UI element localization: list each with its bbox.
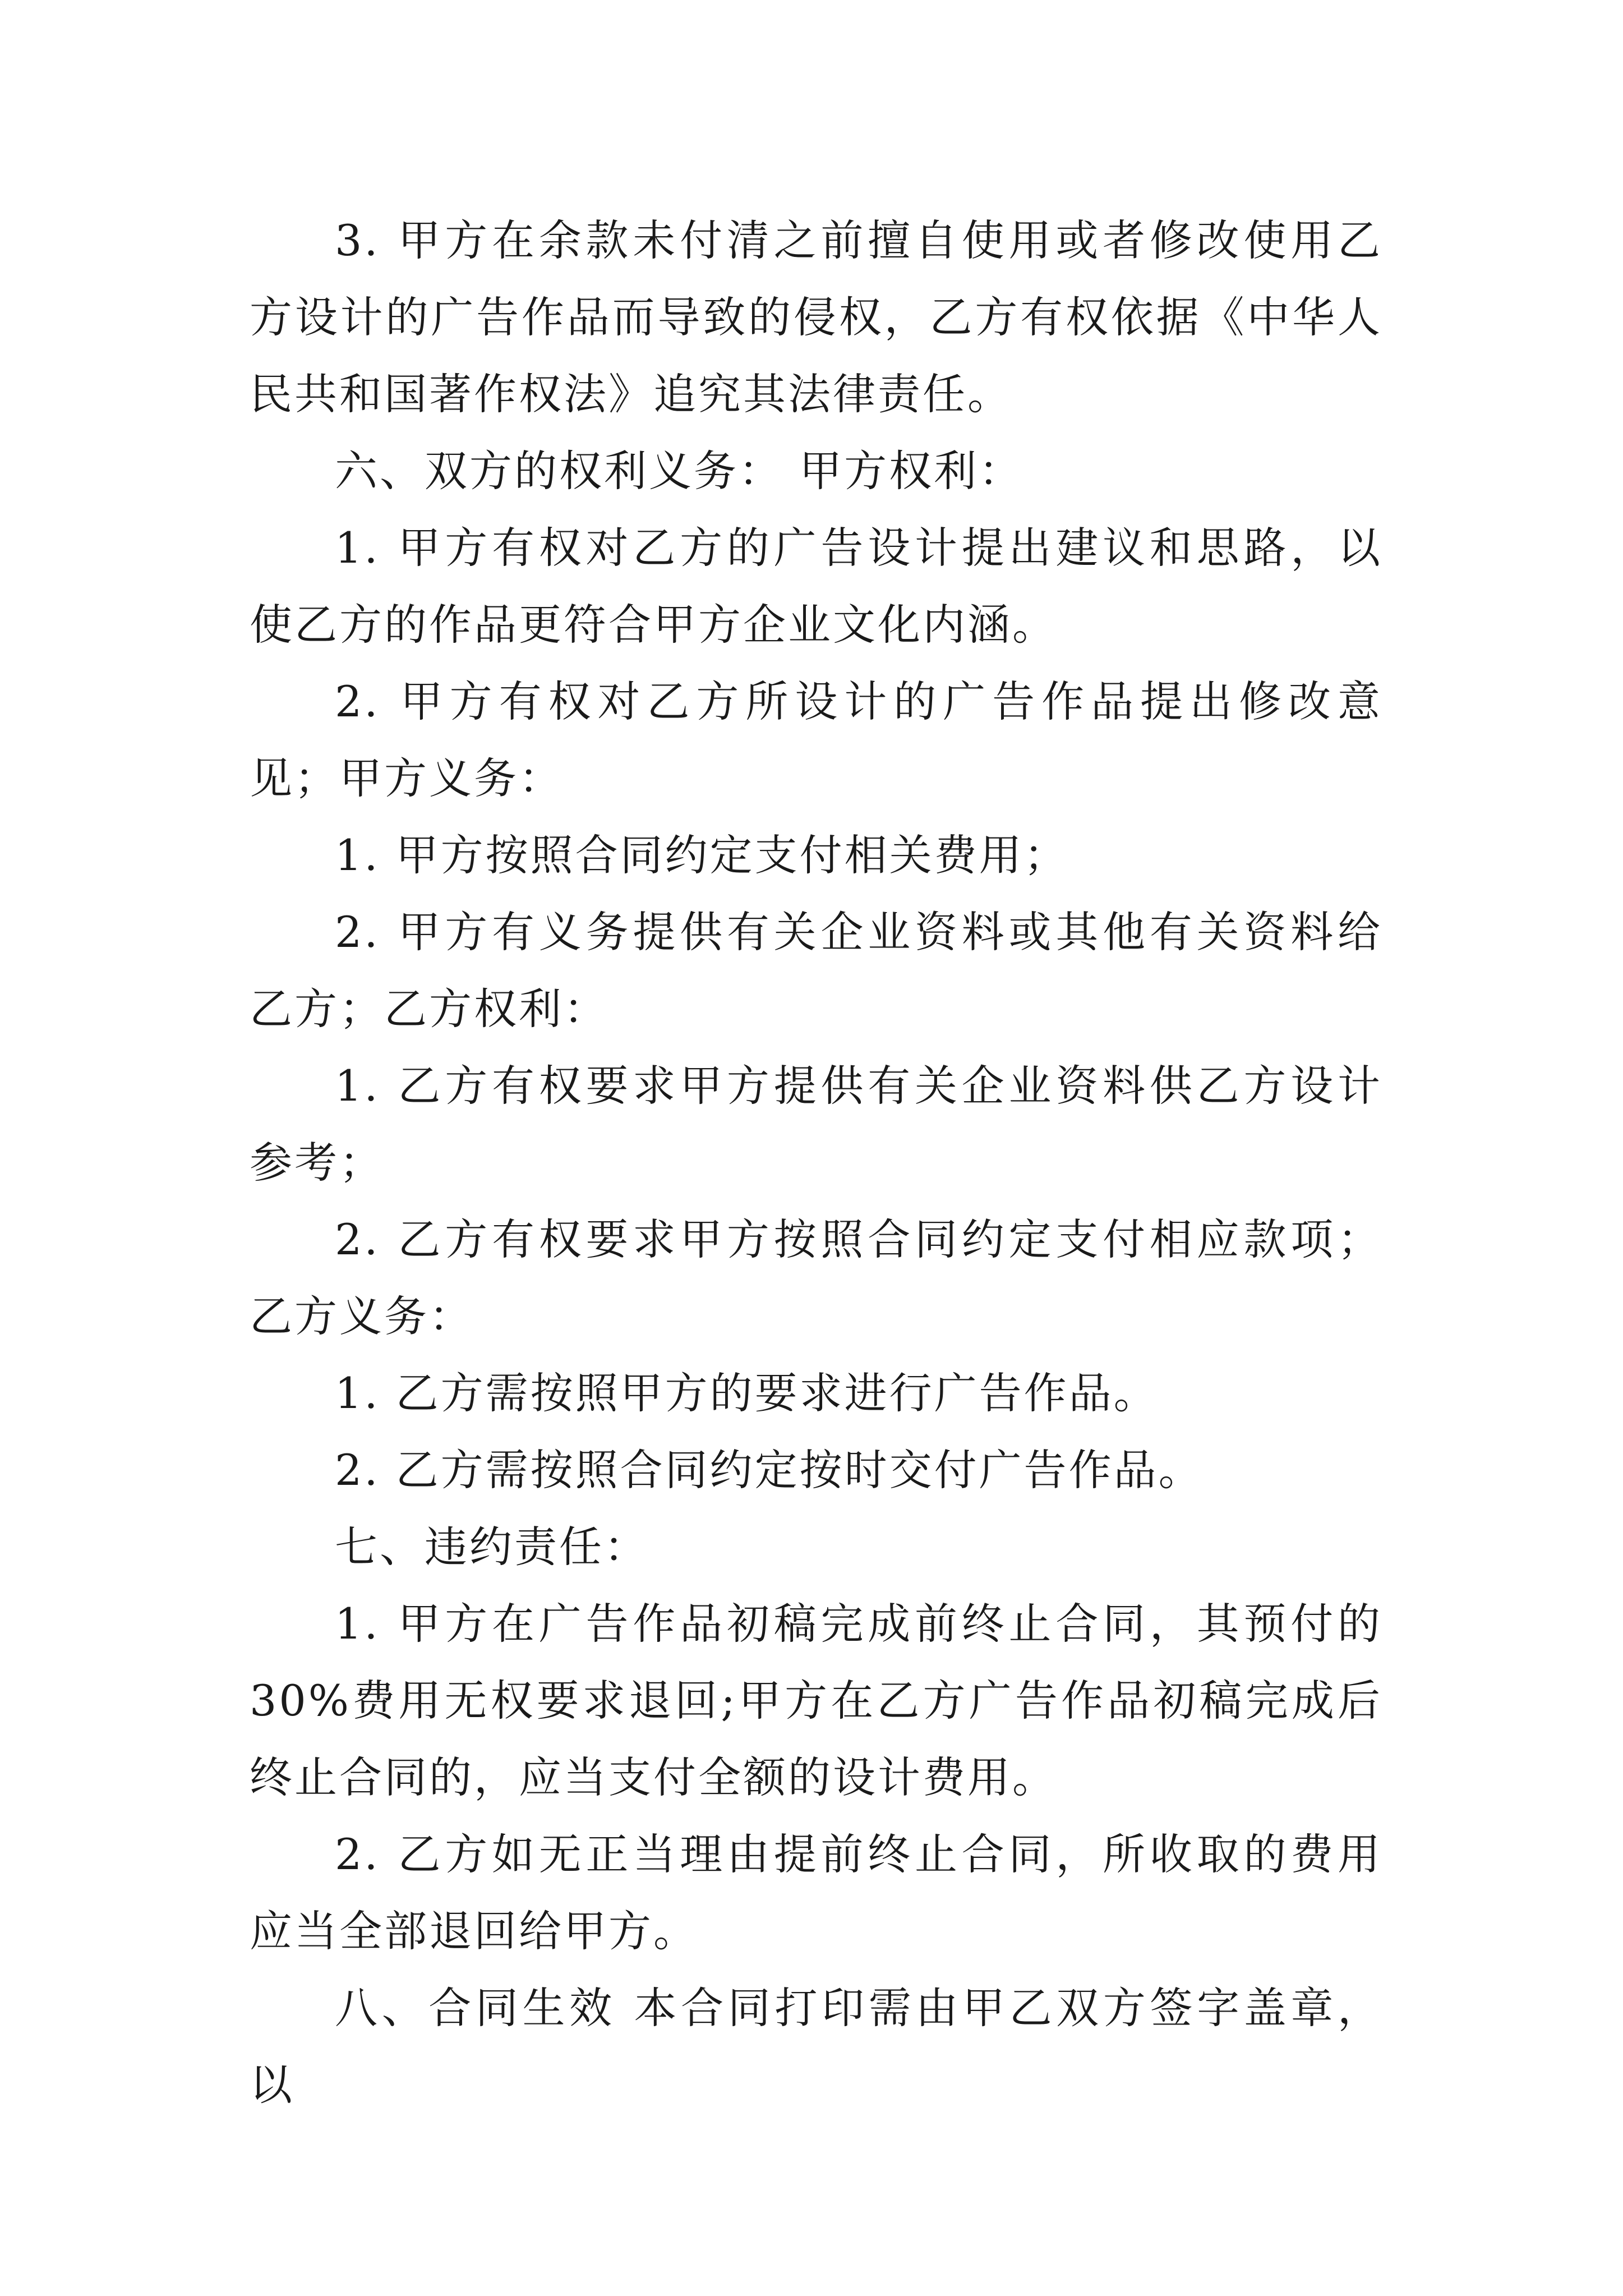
section-heading-breach: 七、违约责任： bbox=[335, 1522, 649, 1572]
paragraph-party-a-right-1: 1. 甲方有权对乙方的广告设计提出建议和思路，以使乙方的作品更符合甲方企业文化内涵。 bbox=[250, 523, 1382, 650]
paragraph-party-a-duty-1: 1. 甲方按照合同约定支付相关费用； bbox=[335, 830, 1069, 880]
section-heading-rights-obligations: 六、双方的权利义务： 甲方权利： bbox=[335, 446, 1024, 496]
paragraph-party-b-right-1: 1. 乙方有权要求甲方提供有关企业资料供乙方设计参考； bbox=[250, 1061, 1382, 1188]
paragraph-party-a-duty-2: 2. 甲方有义务提供有关企业资料或其他有关资料给乙方；乙方权利： bbox=[250, 907, 1382, 1034]
paragraph-party-b-duty-1: 1. 乙方需按照甲方的要求进行广告作品。 bbox=[335, 1368, 1159, 1418]
document-body bbox=[250, 202, 1382, 2123]
paragraph-party-b-right-2: 2. 乙方有权要求甲方按照合同约定支付相应款项；乙方义务： bbox=[250, 1214, 1382, 1341]
paragraph-breach-1: 1. 甲方在广告作品初稿完成前终止合同，其预付的 30%费用无权要求退回;甲方在乙方广告作品初稿完成后终止合同的，应当支付全额的设计费用。 bbox=[250, 1599, 1382, 1802]
section-heading-effectiveness: 八、合同生效 本合同打印需由甲乙双方签字盖章，以 bbox=[250, 1983, 1382, 2110]
paragraph-party-b-duty-2: 2. 乙方需按照合同约定按时交付广告作品。 bbox=[335, 1445, 1204, 1495]
paragraph-party-a-right-2: 2. 甲方有权对乙方所设计的广告作品提出修改意见；甲方义务： bbox=[250, 677, 1382, 803]
paragraph-breach-2: 2. 乙方如无正当理由提前终止合同，所收取的费用应当全部退回给甲方。 bbox=[250, 1829, 1382, 1956]
paragraph-clause-3-infringement: 3. 甲方在余款未付清之前擅自使用或者修改使用乙方设计的广告作品而导致的侵权，乙方有权依据《中华人民共和国著作权法》追究其法律责任。 bbox=[250, 215, 1382, 419]
